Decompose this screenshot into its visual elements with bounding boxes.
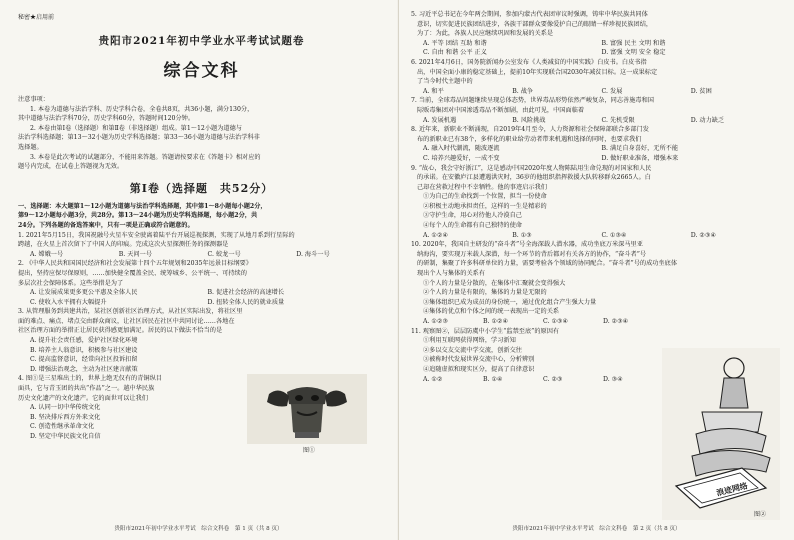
option-b: B. 风险挑战 (512, 116, 546, 124)
option-a: A. 嫦娥一号 (30, 250, 64, 258)
question-1-cont: 跨越，在火星上首次留下了中国人的印痕。完成这次火星探测任务的探测器是 (18, 241, 229, 249)
option-d: D. ②③④ (603, 318, 629, 325)
option-c: C. 蛟龙一号 (207, 250, 241, 258)
note-line: 法治学科选择题；第13～32小题为历史学科选择题；第33～36小题为道德与法治学科非 (18, 134, 260, 142)
question-9-cont: 的承诺。在安徽庐江县遭遇洪灾时，36岁的他组织指挥救援大队转移群众2665人。白 (417, 174, 651, 182)
note-line: 2. 本卷由第Ⅰ卷（选择题）和第Ⅱ卷（非选择题）组成。第1～12小题为道德与 (30, 124, 242, 132)
option-d: D. 做好职业准备，增强本来 (601, 154, 679, 162)
question-7-cont: 际贩毒集团对中国渗透毒品不断加剧，由此可见，中国面临着 (417, 106, 585, 114)
question-7-options (411, 116, 780, 126)
option-d: D. 贫困 (690, 87, 712, 95)
option-d: D. 增强法治观念，主动为社区建言献策 (30, 365, 138, 373)
statement-item: ④集体的优点和个体之间的统一表现出一定的关系 (423, 308, 560, 316)
section-intro: 24分。下列各题的备选答案中，只有一项是正确或符合题意的。 (18, 221, 194, 229)
option-c: C. 发展 (601, 87, 623, 95)
option-a: A. 让发展成果更多更公平惠及全体人民 (30, 289, 138, 297)
question-8: 8. 近年来，新职业不断涌现，自2019年4月至今，人力资源和社会保障部联合多部门发 (411, 126, 649, 134)
note-line: 其中道德与法治学科70分，历史学科60分，答题时间120分钟。 (18, 115, 195, 123)
question-9-options (411, 231, 780, 241)
statement-item: ④追随虚拟和现实区分，提高了自律意识 (423, 365, 535, 373)
option-a: A. 和平 (423, 87, 444, 95)
question-1: 1. 2021年5月15日，我国祝融号火星车安全驶离着陆平台开展巡视探测，实现了从地月系到行星际的 (18, 231, 295, 239)
section-intro: 第9～12小题每小题3分，共28分。第13～24小题为历史学科选择题，每小题2分，共 (18, 212, 258, 220)
question-10-cont: 纳海沟，要实现万米载人深潜，每一个环节的背后都对有关各方的协作，“奋斗者”号 (417, 250, 647, 258)
option-d: D. 海斗一号 (296, 250, 330, 258)
statement-item: ④每个人的生命都有自己独特的使命 (423, 222, 522, 230)
option-b: B. 坚决排斥西方外来文化 (30, 413, 101, 421)
option-b: B. 富强 民主 文明 和谐 (601, 39, 666, 47)
option-c: C. ①③④ (543, 318, 569, 325)
question-2-cont: 提出，坚持应保尽保原则，……加快健全覆盖全民、统筹城乡、公平统一、可持续的 (18, 269, 247, 277)
page-footer: 贵阳市2021年初中学业水平考试 综合文科卷 第 2 页（共 8 页） (512, 526, 681, 532)
statement-item: ②个人的力量是有限的，集体的力量是无限的 (423, 289, 547, 297)
statement-item: ①为自己的生命找到一个位置，担当一份使命 (423, 193, 547, 201)
option-a: A. 发展机遇 (423, 116, 457, 124)
option-d: D. ②③④ (690, 231, 717, 239)
option-b: B. 天问一号 (118, 250, 152, 258)
section-intro: 一、选择题：本大题第1～12小题为道德与法治学科选择题，其中第1～8小题每小题2分， (18, 202, 267, 210)
figure-1-label: 图① (302, 447, 315, 455)
question-2: 2. 《中华人民共和国国民经济和社会发展第十四个五年规划和2035年远景目标纲要》 (18, 260, 252, 268)
part-title: 第Ⅰ卷（选择题 共52分） (129, 181, 274, 195)
note-line: 题号内完成，在试卷上答题视为无效。 (18, 163, 124, 171)
note-line: 3. 本卷是此次考试的试题部分，不能用来答题。答题请按要求在《答题卡》相对应的 (30, 153, 261, 161)
question-8-cont: 布的新职业已有38个，多样化的职业给劳动者带来机遇和选择的同时，也要求我们 (417, 135, 642, 143)
statement-item: ③被称时代发展世界交流中心，分析辨别 (423, 356, 535, 364)
question-3-cont: 面的难点、痛点、堵点交由群众商议，让社区居民在社区中共同讨论……各地在 (18, 317, 235, 325)
option-d: D. 动力缺乏 (690, 116, 725, 124)
option-b: B. ①②④ (483, 318, 509, 325)
option-a: A. 平等 团结 互助 和谐 (423, 39, 487, 47)
option-b: B. 促进社会经济的高速增长 (207, 289, 285, 297)
question-5: 5. 习近平总书记在今年两会期间，参加内蒙古代表团审议时强调，铸牢中华民族共同体 (411, 11, 648, 18)
question-1-options (18, 250, 385, 260)
option-c: C. ①③④ (601, 231, 627, 239)
question-11-options (411, 375, 663, 385)
option-d: D. 坚定中华民族文化自信 (30, 433, 101, 440)
option-b: B. ①④ (483, 375, 503, 383)
statement-item: ①个人的力量是分散的，在集体中汇聚就会变得强大 (423, 279, 566, 287)
option-c: C. 使收入水平拥有大幅提升 (30, 298, 107, 306)
question-10-options (411, 317, 663, 327)
bronze-mask-image (247, 374, 367, 444)
option-b: B. ①③ (512, 231, 532, 239)
option-a: A. ①②④ (423, 231, 449, 239)
figure-2-label: 图② (753, 511, 766, 518)
note-line: 选择题。 (18, 143, 43, 151)
option-c: C. ②③ (543, 375, 563, 383)
option-c: C. 培养兴趣爱好，一成不变 (423, 154, 500, 162)
right-page (398, 0, 794, 540)
question-11: 11. 观察图②，层层防虞中小学生“监禁至底”的原因有 (411, 327, 560, 335)
question-4-text: 4. 图①是三星堆出土的，世界上绝无仅有的青铜纵目 (18, 375, 162, 383)
question-3-cont: 社区治理方面的举措正让居民获得感更加满足。居民的以下做法不恰当的是 (18, 327, 223, 335)
question-10-cont: 现出个人与集体的关系有 (417, 270, 486, 278)
question-5-options (411, 39, 780, 58)
note-line: 1. 本卷为道德与法治学科、历史学科合卷，全卷共8页，共36小题，满分130分， (30, 105, 254, 113)
exam-subject: 综合文科 (163, 61, 240, 81)
option-c: C. 创造性继承革命文化 (30, 423, 95, 431)
question-9-cont: 己却在营救过程中不幸牺牲。他的事迹启示我们 (417, 183, 547, 191)
question-6-cont: 出，中国全面小康的稳定基础上，提前10年实现联合国2030年减贫目标。这一成果标定 (417, 68, 658, 76)
option-b: B. 培养主人翁意识，积极参与社区建设 (30, 346, 138, 354)
option-c: C. 提高监督意识，经常向社区投诉扣留 (30, 356, 138, 364)
option-c: C. 先机受限 (601, 116, 635, 124)
option-d: D. 富强 文明 安全 稳定 (601, 49, 666, 57)
question-2-cont: 多层次社会保障体系。这些举措是为了 (18, 279, 124, 287)
statement-item: ③集体组织已成为成员的身份统一，通过优化组合产生强大力量 (423, 298, 597, 306)
question-5-cont: 意识，切实促进民族团结进步，各族干部群众要像爱护自己的眼睛一样珍视民族团结， (417, 20, 653, 28)
question-4-text: 历史文化遗产的文化遗产。它的面世可以让我们 (18, 394, 148, 402)
option-b: B. 满足自身喜好，无所不能 (601, 145, 679, 153)
question-4 (18, 374, 385, 455)
statement-item: ③守护生命，用心对待他人冷漠自己 (423, 212, 522, 220)
question-6-options (411, 87, 780, 97)
question-10: 10. 2020年，我国自主研发的“奋斗者”号全海深载人潜水器，成功坐底万米深马里亚 (411, 241, 643, 249)
option-a: A. ①② (423, 375, 443, 383)
notes-heading: 注意事项： (18, 96, 49, 103)
question-5-cont: 为了：为此，各族人民应继续巩固和发展的关系是 (417, 30, 554, 38)
question-6-cont: 了当今时代主题中的 (417, 78, 473, 86)
question-2-options (18, 288, 385, 307)
option-d: D. 扭转全体人民的就业质量 (207, 298, 285, 306)
question-3: 3. 从管理服务到共建共治，某社区创新社区治理方式，从社区实际出发，将社区里 (18, 308, 243, 316)
statement-item: ②多以交友交流中学交流，创新交往 (423, 346, 522, 354)
question-7: 7. 当前，全球毒品问题继续呈现总体态势，世界毒品形势依然严峻复杂，同志善施毒和国 (411, 97, 654, 105)
question-4-text: 面具，它与青玉团的共出“作品”之一。越中华民族 (18, 385, 155, 393)
option-a: A. 提升社会责任感，爱护社区绿化环境 (30, 337, 138, 345)
option-a: A. 融入时代潮流，随波逐流 (423, 145, 500, 153)
option-b: B. 战争 (512, 87, 534, 95)
question-9: 9. “故心，我会守好浙江”，这是感动中国2020年度人物陈陆用生命兑现的对国家和人民 (411, 164, 652, 172)
statement-item: ①利用互联网获得网络，学习新知 (423, 337, 516, 345)
question-8-options (411, 144, 780, 163)
question-6: 6. 2021年4月6日，国务院新闻办公室发布《人类减贫的中国实践》白皮书。白皮书指 (411, 58, 647, 66)
question-10-cont: 的研制，集聚了许多科研单位的力量，需要考验各个领域的协同配合。“奋斗者”号的成功坐底体 (417, 260, 678, 268)
statement-item: ②积极主动地承担责任，这样的一生是精彩的 (423, 202, 547, 210)
exam-title: 贵阳市2021年初中学业水平考试试题卷 (98, 35, 305, 47)
option-d: D. ③④ (603, 375, 623, 383)
option-a: A. 认同一切中华传统文化 (30, 404, 101, 412)
secret-mark: 秘密★启用前 (18, 14, 55, 21)
option-a: A. ①②③ (423, 318, 449, 325)
figure-2-sign: 浪迹网络 (715, 480, 749, 498)
option-c: C. 自由 和谐 公平 正义 (423, 49, 487, 57)
page-footer: 贵阳市2021年初中学业水平考试 综合文科卷 第 1 页（共 8 页） (114, 526, 283, 532)
